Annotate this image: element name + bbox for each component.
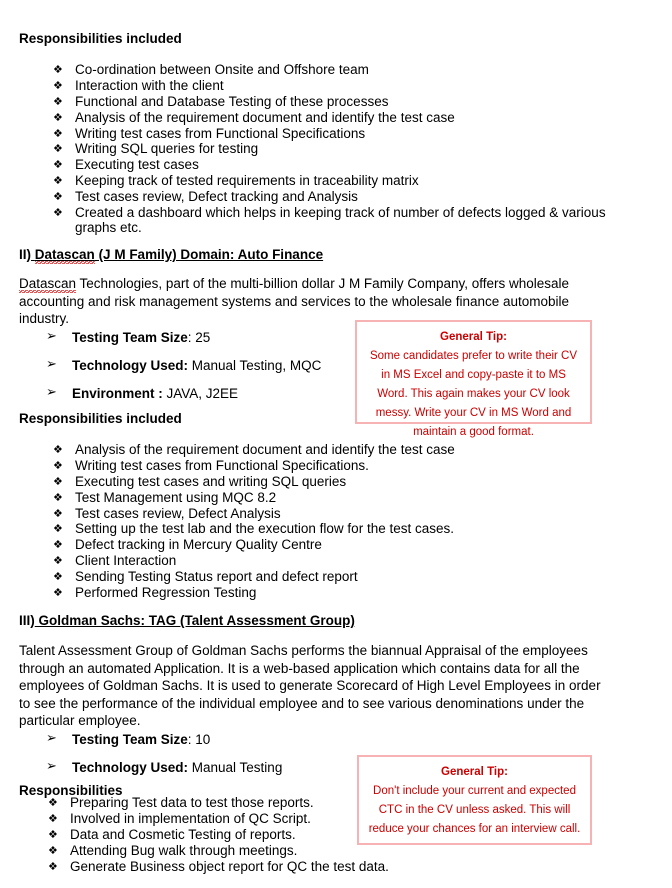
list-item-text: Preparing Test data to test those reports. xyxy=(70,795,314,810)
section-three-heading-text: Goldman Sachs: TAG (Talent Assessment Group) xyxy=(38,613,355,628)
list-item-text: Involved in implementation of QC Script. xyxy=(70,810,311,826)
diamond-bullet-icon: ❖ xyxy=(53,586,63,600)
section-three-responsibilities-heading: Responsibilities xyxy=(19,783,123,798)
arrow-bullet-icon: ➢ xyxy=(46,329,57,344)
diamond-bullet-icon: ❖ xyxy=(53,538,63,552)
list-item-text: Sending Testing Status report and defect report xyxy=(75,569,358,585)
arrow-bullet-icon: ➢ xyxy=(46,385,57,400)
list-item xyxy=(53,173,633,188)
list-item xyxy=(53,78,633,93)
detail-item xyxy=(46,760,346,776)
list-item-text: Writing test cases from Functional Specifications. xyxy=(75,457,369,473)
list-item-text: Client Interaction xyxy=(75,553,177,569)
list-item xyxy=(53,442,633,457)
list-item-text: Setting up the test lab and the execution flow for the test cases. xyxy=(75,521,454,537)
list-item xyxy=(53,537,633,552)
list-item-text: Data and Cosmetic Testing of reports. xyxy=(70,826,296,842)
diamond-bullet-icon: ❖ xyxy=(53,443,63,456)
section-three-heading-number: III) xyxy=(19,613,35,628)
diamond-bullet-icon: ❖ xyxy=(53,126,63,140)
diamond-bullet-icon: ❖ xyxy=(53,110,63,124)
list-item xyxy=(48,859,628,874)
diamond-bullet-icon: ❖ xyxy=(53,174,63,188)
diamond-bullet-icon: ❖ xyxy=(48,859,58,873)
list-item-text: Test cases review, Defect Analysis xyxy=(75,505,281,521)
detail-label: Technology Used: xyxy=(72,760,189,775)
detail-value: Manual Testing xyxy=(188,760,283,775)
list-item-text: Executing test cases and writing SQL queries xyxy=(75,473,347,489)
detail-label: Technology Used: xyxy=(72,358,189,373)
list-item-text: Executing test cases xyxy=(75,157,199,173)
section-one-responsibilities-list xyxy=(53,62,633,236)
detail-label: Environment : xyxy=(72,386,163,401)
detail-value: : 10 xyxy=(187,732,211,747)
section-two-details-list xyxy=(46,330,346,414)
diamond-bullet-icon: ❖ xyxy=(48,811,58,825)
section-two-heading-rest: (J M Family) Domain: Auto Finance xyxy=(94,247,324,262)
arrow-bullet-icon: ➢ xyxy=(46,357,57,372)
list-item-text: Interaction with the client xyxy=(75,77,224,93)
list-item xyxy=(53,474,633,489)
detail-value: JAVA, J2EE xyxy=(162,386,239,401)
diamond-bullet-icon: ❖ xyxy=(53,78,63,92)
diamond-bullet-icon: ❖ xyxy=(53,94,63,108)
list-item xyxy=(53,94,633,109)
tip-body: Some candidates prefer to write their CV in MS Excel and copy-paste it to MS Word. This again makes your CV look messy. Write your CV in MS Word and maintain a good format. xyxy=(369,350,578,438)
section-two-heading-misspelled: Datascan xyxy=(34,247,95,262)
list-item xyxy=(53,553,633,568)
list-item-text: Writing SQL queries for testing xyxy=(75,141,259,157)
list-item xyxy=(53,521,633,536)
section-three-heading xyxy=(19,612,355,629)
section-three-details-list xyxy=(46,732,346,788)
tip-title: General Tip: xyxy=(440,331,507,343)
list-item-text: Performed Regression Testing xyxy=(75,585,257,601)
list-item xyxy=(53,506,633,521)
section-two-heading xyxy=(19,246,323,263)
list-item xyxy=(53,62,633,77)
diamond-bullet-icon: ❖ xyxy=(53,506,63,520)
list-item xyxy=(53,205,635,236)
diamond-bullet-icon: ❖ xyxy=(53,458,63,472)
list-item xyxy=(53,157,633,172)
detail-item xyxy=(46,330,346,346)
diamond-bullet-icon: ❖ xyxy=(53,554,63,568)
detail-label: Testing Team Size xyxy=(72,330,188,345)
tip-title: General Tip: xyxy=(441,766,508,778)
diamond-bullet-icon: ❖ xyxy=(53,570,63,584)
list-item xyxy=(53,189,633,204)
diamond-bullet-icon: ❖ xyxy=(53,474,63,488)
list-item xyxy=(53,110,633,125)
section-two-responsibilities-heading: Responsibilities included xyxy=(19,411,182,426)
list-item-text: Generate Business object report for QC the test data. xyxy=(70,858,389,874)
detail-value: Manual Testing, MQC xyxy=(188,358,322,373)
section-two-responsibilities-list xyxy=(53,442,633,601)
section-two-intro-text: Technologies, part of the multi-billion dollar J M Family Company, offers wholesale accounting and risk management systems and services to the wholesale finance automobile industry. xyxy=(19,276,570,326)
detail-label: Testing Team Size xyxy=(72,732,188,747)
diamond-bullet-icon: ❖ xyxy=(53,206,63,220)
detail-item xyxy=(46,386,346,402)
list-item xyxy=(53,126,633,141)
list-item-text: Keeping track of tested requirements in traceability matrix xyxy=(75,173,419,189)
diamond-bullet-icon: ❖ xyxy=(53,522,63,536)
section-three-intro-paragraph: Talent Assessment Group of Goldman Sachs performs the biannual Appraisal of the employees through an automated Application. It is a web-based application which contains data for all the employees of Goldman Sachs. It is used to generate Scorecard of High Level Employees in order to see the performance of the individual employee and to see various denominations under the particular employee. xyxy=(19,643,601,728)
list-item xyxy=(53,458,633,473)
list-item-text: Created a dashboard which helps in keeping track of number of defects logged & various graphs etc. xyxy=(75,205,606,236)
list-item xyxy=(53,141,633,156)
diamond-bullet-icon: ❖ xyxy=(53,190,63,204)
list-item-text: Test Management using MQC 8.2 xyxy=(75,489,277,505)
detail-item xyxy=(46,358,346,374)
list-item-text: Co-ordination between Onsite and Offshore team xyxy=(75,62,369,77)
tip-body: Don't include your current and expected CTC in the CV unless asked. This will reduce your chances for an interview call. xyxy=(368,785,581,835)
diamond-bullet-icon: ❖ xyxy=(53,63,63,76)
list-item-text: Defect tracking in Mercury Quality Centre xyxy=(75,537,322,553)
diamond-bullet-icon: ❖ xyxy=(48,843,58,857)
diamond-bullet-icon: ❖ xyxy=(53,158,63,172)
list-item xyxy=(53,490,633,505)
detail-item xyxy=(46,732,346,748)
diamond-bullet-icon: ❖ xyxy=(53,142,63,156)
diamond-bullet-icon: ❖ xyxy=(48,827,58,841)
list-item xyxy=(53,585,633,600)
list-item-text: Functional and Database Testing of these processes xyxy=(75,93,389,109)
list-item-text: Analysis of the requirement document and identify the test case xyxy=(75,442,455,457)
section-two-heading-number: II) xyxy=(19,247,31,262)
general-tip-box-two xyxy=(357,755,592,845)
general-tip-box-one xyxy=(355,320,592,438)
detail-value: : 25 xyxy=(187,330,211,345)
list-item-text: Analysis of the requirement document and identify the test case xyxy=(75,109,455,125)
section-one-responsibilities-heading: Responsibilities included xyxy=(19,31,182,46)
diamond-bullet-icon: ❖ xyxy=(48,796,58,809)
list-item xyxy=(53,569,633,584)
arrow-bullet-icon: ➢ xyxy=(46,731,57,746)
list-item-text: Test cases review, Defect tracking and Analysis xyxy=(75,189,358,205)
list-item-text: Attending Bug walk through meetings. xyxy=(70,842,298,858)
diamond-bullet-icon: ❖ xyxy=(53,490,63,504)
arrow-bullet-icon: ➢ xyxy=(46,759,57,774)
section-two-intro-misspelled: Datascan xyxy=(19,276,77,291)
list-item-text: Writing test cases from Functional Specifications xyxy=(75,125,366,141)
